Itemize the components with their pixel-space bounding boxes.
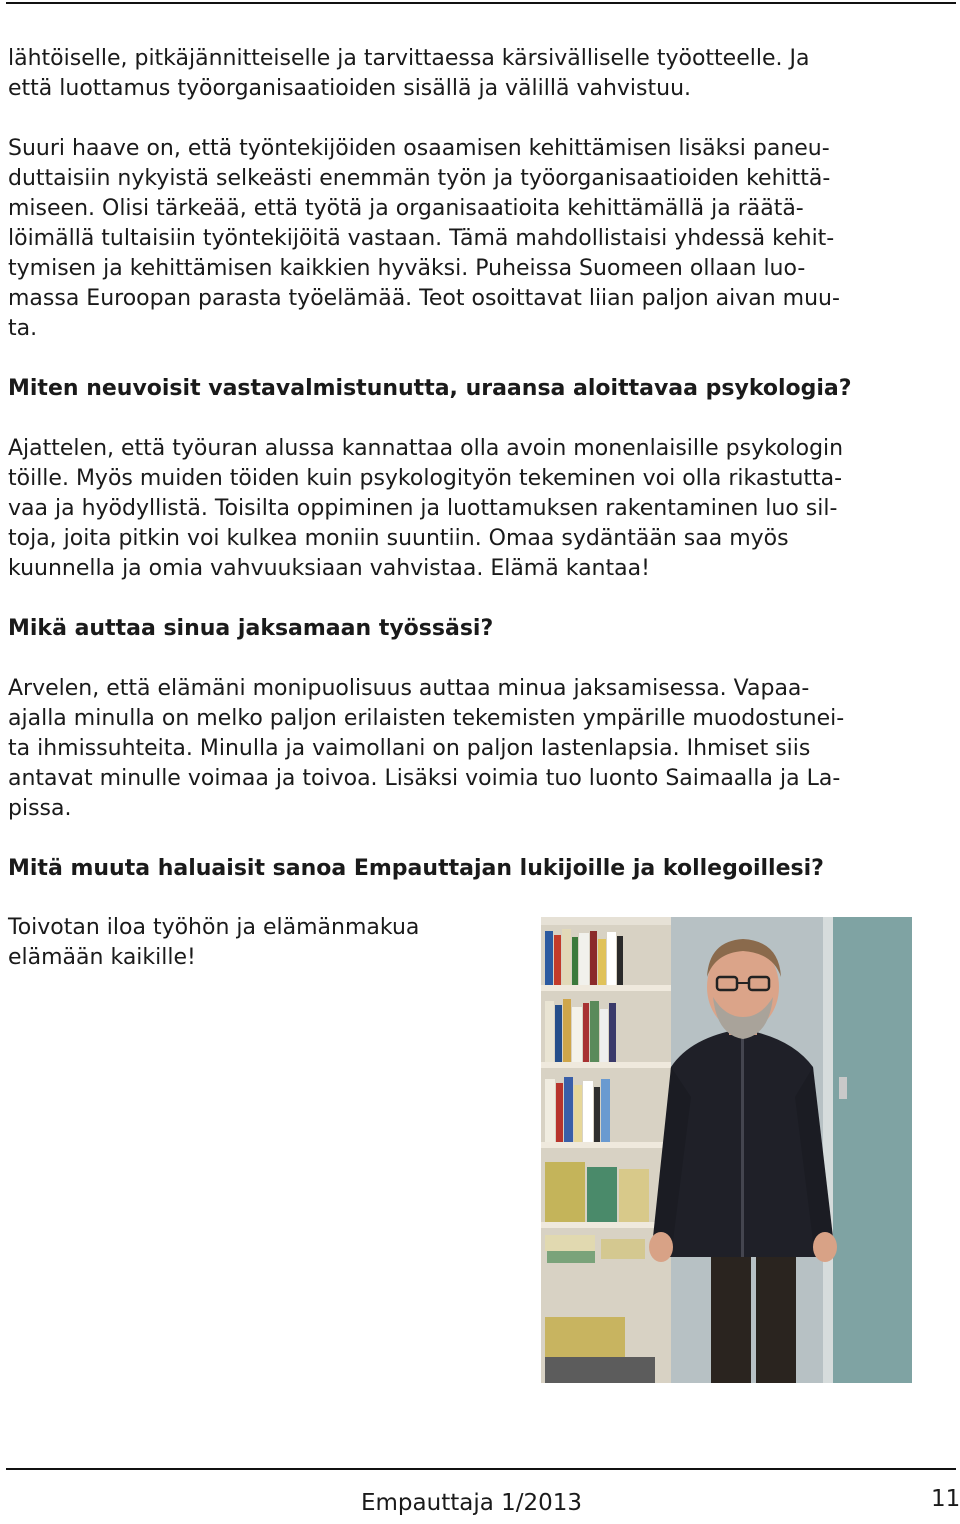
footer-rule [6, 1468, 956, 1470]
body-line: vaa ja hyödyllistä. Toisilta oppiminen ja luottamuksen rakentaminen luo sil- [8, 496, 838, 521]
body-line: lähtöiselle, pitkäjännitteiselle ja tarvittaessa kärsivälliselle työotteelle. Ja [8, 46, 810, 71]
body-line: Ajattelen, että työuran alussa kannattaa olla avoin monenlaisille psykologin [8, 436, 844, 461]
body-line: pissa. [8, 796, 72, 821]
body-line: Suuri haave on, että työntekijöiden osaamisen kehittämisen lisäksi paneu- [8, 136, 830, 161]
body-line: löimällä tultaisiin työntekijöitä vastaan. Tämä mahdollistaisi yhdessä kehit- [8, 226, 835, 251]
page-number: 11 [931, 1486, 960, 1512]
body-line: kuunnella ja omia vahvuuksiaan vahvistaa. Elämä kantaa! [8, 556, 650, 581]
body-line: tymisen ja kehittämisen kaikkien hyväksi. Puheissa Suomeen ollaan luo- [8, 256, 806, 281]
body-line: että luottamus työorganisaatioiden sisällä ja välillä vahvistuu. [8, 76, 692, 101]
body-line: töille. Myös muiden töiden kuin psykologityön tekeminen voi olla rikastutta- [8, 466, 843, 491]
body-line: ta ihmissuhteita. Minulla ja vaimollani on paljon lastenlapsia. Ihmiset siis [8, 736, 811, 761]
interview-question: Miten neuvoisit vastavalmistunutta, uraansa aloittavaa psykologia? [8, 376, 852, 401]
body-line: massa Euroopan parasta työelämää. Teot osoittavat liian paljon aivan muu- [8, 286, 840, 311]
body-line: Arvelen, että elämäni monipuolisuus auttaa minua jaksamisessa. Vapaa- [8, 676, 810, 701]
body-line: duttaisiin nykyistä selkeästi enemmän työn ja työorganisaatioiden kehittä- [8, 166, 831, 191]
footer-publication: Empauttaja 1/2013 [361, 1490, 583, 1516]
body-line: Toivotan iloa työhön ja elämänmakua [8, 915, 420, 940]
portrait-photo-icon [541, 917, 912, 1383]
body-line: ta. [8, 316, 38, 341]
body-line: miseen. Olisi tärkeää, että työtä ja organisaatioita kehittämällä ja räätä- [8, 196, 804, 221]
interview-question: Mikä auttaa sinua jaksamaan työssäsi? [8, 616, 494, 641]
body-line: toja, joita pitkin voi kulkea moniin suuntiin. Omaa sydäntään saa myös [8, 526, 789, 551]
header-rule [6, 2, 956, 4]
body-line: elämään kaikille! [8, 945, 196, 970]
body-line: antavat minulle voimaa ja toivoa. Lisäksi voimia tuo luonto Saimaalla ja La- [8, 766, 841, 791]
body-line: ajalla minulla on melko paljon erilaisten tekemisten ympärille muodostunei- [8, 706, 845, 731]
interview-question: Mitä muuta haluaisit sanoa Empauttajan lukijoille ja kollegoillesi? [8, 856, 824, 881]
portrait-photo [541, 917, 912, 1383]
